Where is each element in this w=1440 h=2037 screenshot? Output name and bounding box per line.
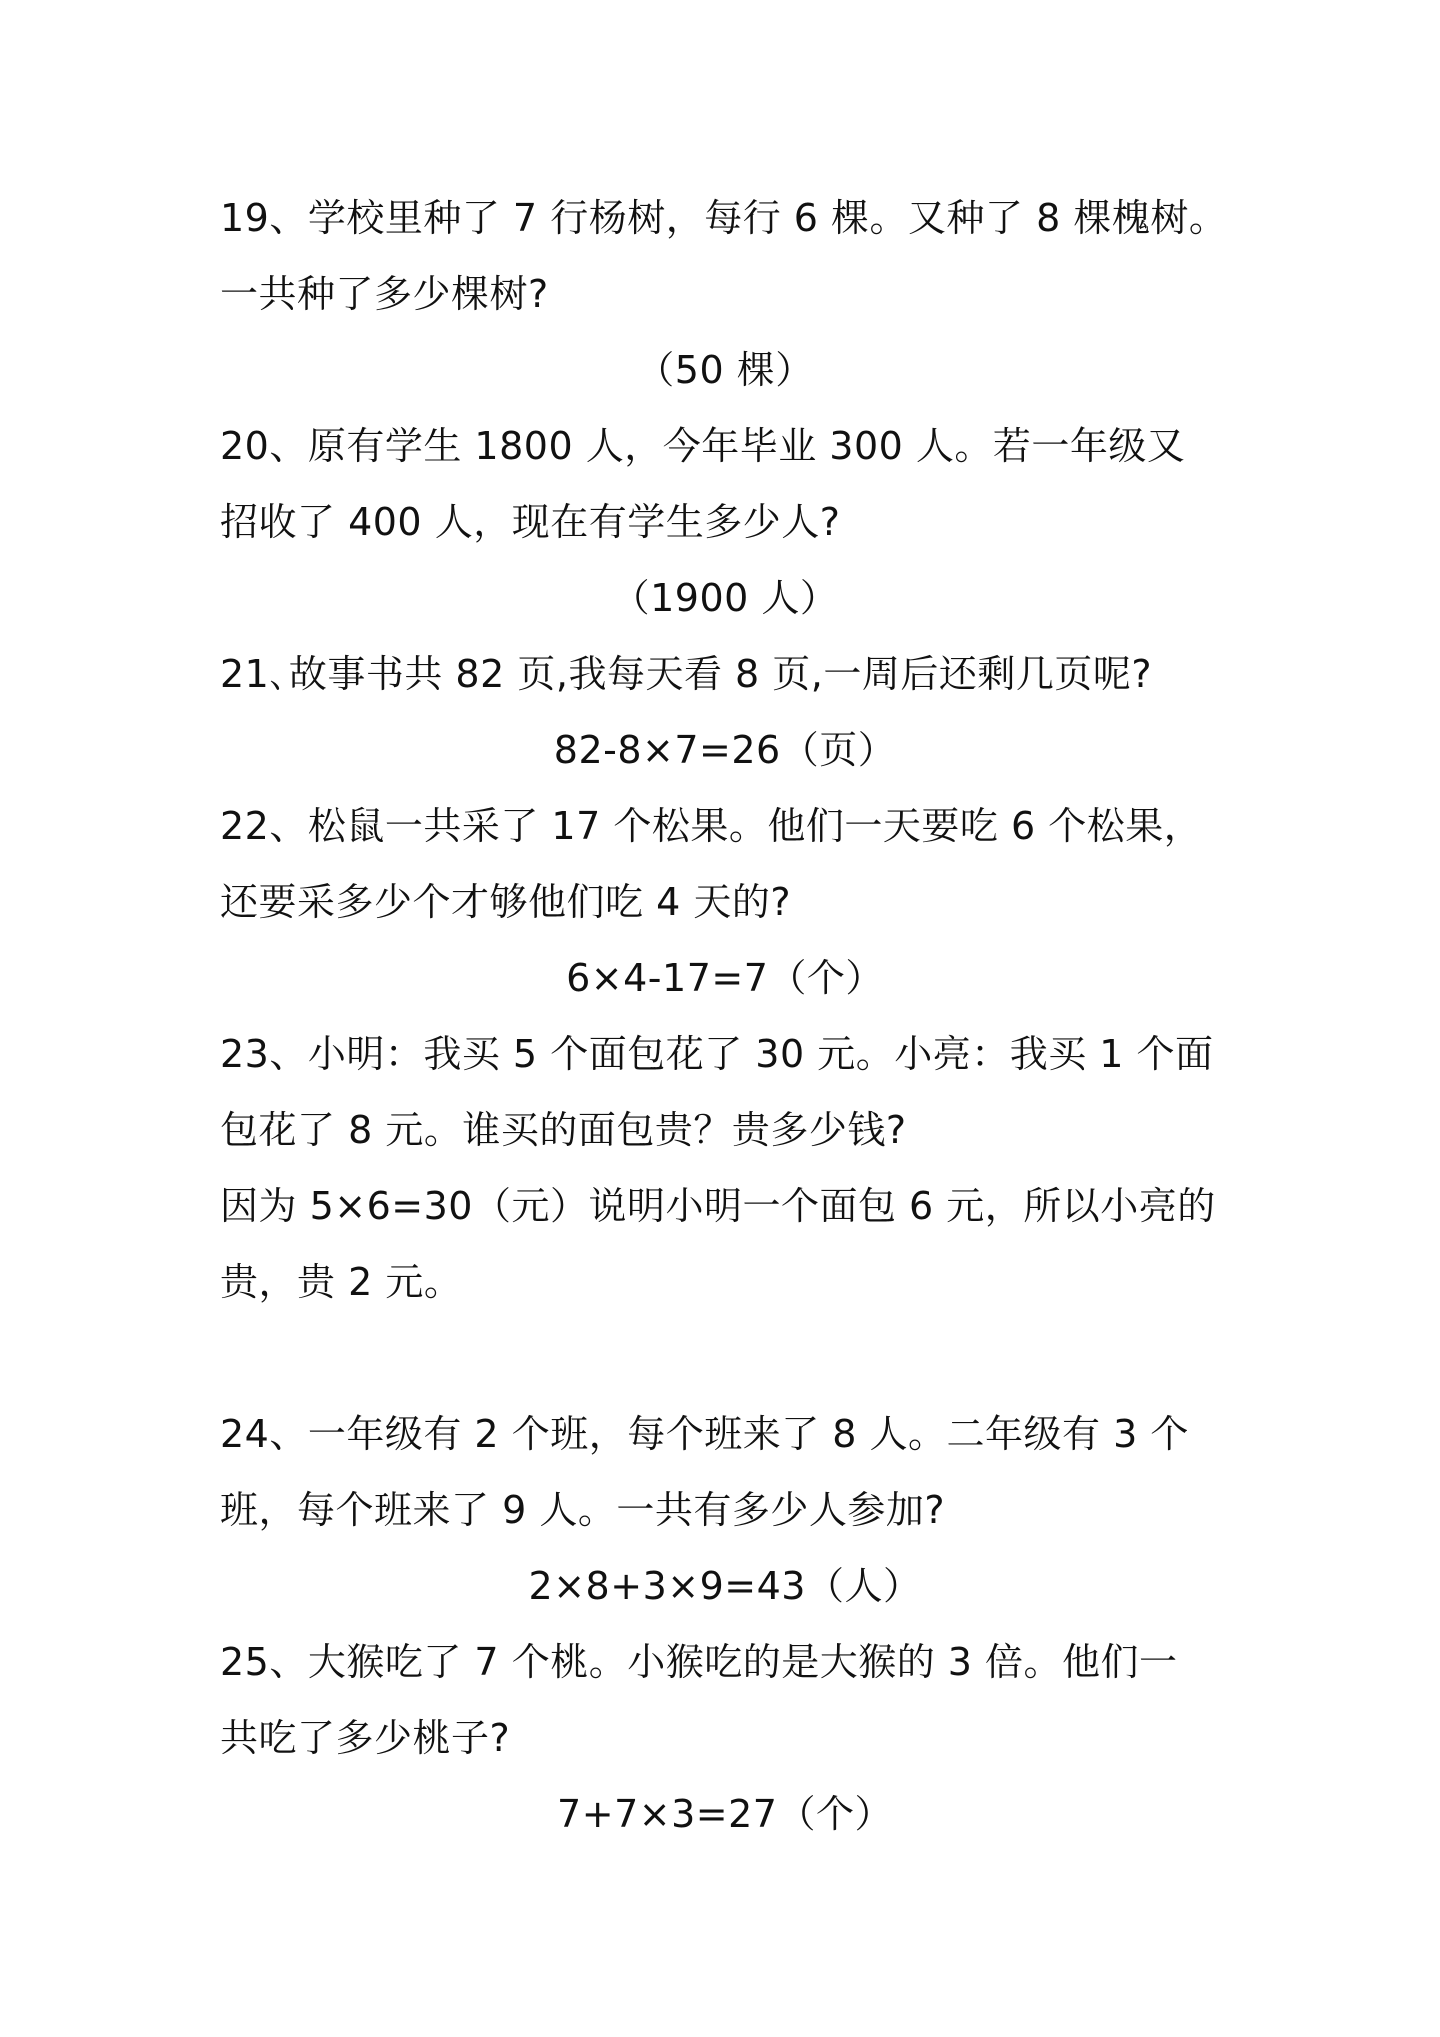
problem-22 bbox=[220, 788, 1230, 1016]
problem-25-answer: 7+7×3=27（个） bbox=[557, 1792, 893, 1836]
problem-24 bbox=[220, 1396, 1230, 1624]
problem-23-text-line-2: 包花了 8 元。谁买的面包贵？贵多少钱? bbox=[220, 1108, 907, 1152]
problem-21-text-line-1: 21､故事书共 82 页,我每天看 8 页,一周后还剩几页呢? bbox=[220, 652, 1153, 696]
problem-25-text-line-2: 共吃了多少桃子? bbox=[220, 1716, 511, 1760]
problem-24-text-line-2: 班，每个班来了 9 人。一共有多少人参加? bbox=[220, 1488, 946, 1532]
problem-21-answer: 82-8×7=26（页） bbox=[553, 728, 897, 772]
problem-19-text-line-1: 19、学校里种了 7 行杨树，每行 6 棵。又种了 8 棵槐树。 bbox=[220, 196, 1228, 240]
problem-23-text-line-1: 23、小明：我买 5 个面包花了 30 元。小亮：我买 1 个面 bbox=[220, 1032, 1214, 1076]
problem-19-answer: （50 棵） bbox=[636, 348, 814, 392]
problem-24-answer: 2×8+3×9=43（人） bbox=[528, 1564, 922, 1608]
problem-list bbox=[220, 180, 1230, 1852]
problem-19 bbox=[220, 180, 1230, 408]
problem-25-text-line-1: 25、大猴吃了 7 个桃。小猴吃的是大猴的 3 倍。他们一 bbox=[220, 1640, 1178, 1684]
problem-22-text-line-2: 还要采多少个才够他们吃 4 天的? bbox=[220, 880, 792, 924]
problem-22-text-line-1: 22、松鼠一共采了 17 个松果。他们一天要吃 6 个松果， bbox=[220, 804, 1203, 848]
problem-23-explanation-line-1: 因为 5×6=30（元）说明小明一个面包 6 元，所以小亮的 bbox=[220, 1184, 1216, 1228]
problem-19-text-line-2: 一共种了多少棵树? bbox=[220, 272, 549, 316]
blank-line bbox=[220, 1320, 1230, 1396]
problem-22-answer: 6×4-17=7（个） bbox=[566, 956, 884, 1000]
problem-23 bbox=[220, 1016, 1230, 1320]
problem-20 bbox=[220, 408, 1230, 636]
problem-25 bbox=[220, 1624, 1230, 1852]
problem-23-explanation-line-2: 贵，贵 2 元。 bbox=[220, 1260, 463, 1304]
problem-20-answer: （1900 人） bbox=[611, 576, 839, 620]
problem-24-text-line-1: 24、一年级有 2 个班，每个班来了 8 人。二年级有 3 个 bbox=[220, 1412, 1189, 1456]
problem-21 bbox=[220, 636, 1230, 788]
problem-20-text-line-2: 招收了 400 人，现在有学生多少人? bbox=[220, 500, 841, 544]
problem-20-text-line-1: 20、原有学生 1800 人，今年毕业 300 人。若一年级又 bbox=[220, 424, 1186, 468]
